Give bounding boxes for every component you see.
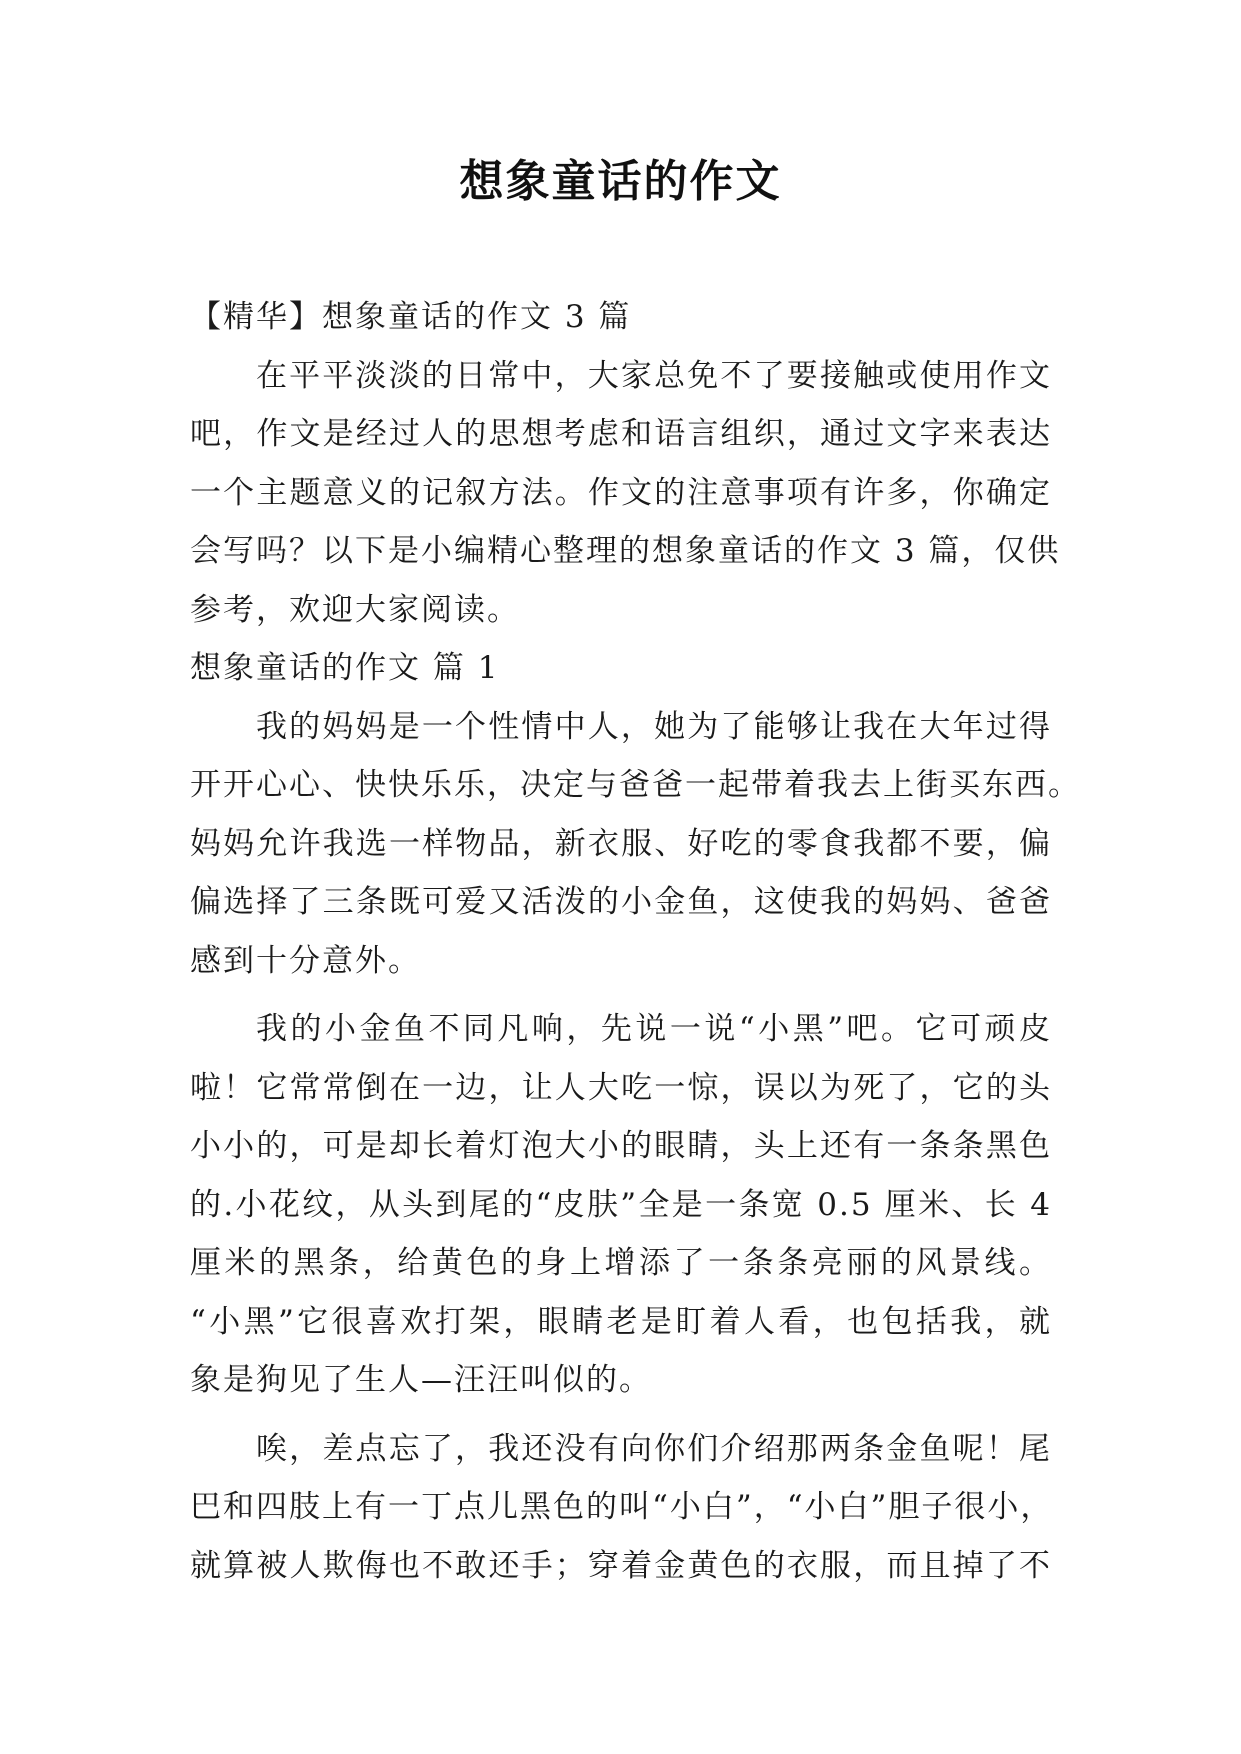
- paragraph-line: “小黑”它很喜欢打架，眼睛老是盯着人看，也包括我，就: [190, 1303, 1052, 1340]
- paragraph-line: 巴和四肢上有一丁点儿黑色的叫“小白”，“小白”胆子很小，: [190, 1489, 1054, 1525]
- paragraph-line: 我的小金鱼不同凡响，先说一说“小黑”吧。它可顽皮: [256, 1011, 1052, 1047]
- paragraph-line: 会写吗？以下是小编精心整理的想象童话的作文 3 篇，仅供: [190, 533, 1061, 569]
- paragraph-line: 我的妈妈是一个性情中人，她为了能够让我在大年过得: [256, 708, 1052, 745]
- paragraph-line: 啦！它常常倒在一边，让人大吃一惊，误以为死了，它的头: [190, 1069, 1052, 1106]
- document-body: [190, 288, 1081, 1595]
- paragraph-line: 唉，差点忘了，我还没有向你们介绍那两条金鱼呢！尾: [256, 1430, 1052, 1467]
- paragraph-1: [190, 698, 1081, 991]
- paragraph-line: 在平平淡淡的日常中，大家总免不了要接触或使用作文: [256, 357, 1052, 394]
- paragraph-line: 参考，欢迎大家阅读。: [190, 591, 520, 628]
- paragraph-line: 开开心心、快快乐乐，决定与爸爸一起带着我去上街买东西。: [190, 767, 1081, 803]
- paragraph-line: 小小的，可是却长着灯泡大小的眼睛，头上还有一条条黑色: [190, 1128, 1052, 1164]
- paragraph-line: 一个主题意义的记叙方法。作文的注意事项有许多，你确定: [190, 474, 1052, 511]
- paragraph-line: 吧，作文是经过人的思想考虑和语言组织，通过文字来表达: [190, 416, 1052, 452]
- section-heading: 想象童话的作文 篇 1: [190, 650, 500, 686]
- document-subtitle: 【精华】想象童话的作文 3 篇: [190, 299, 632, 335]
- paragraph-line: 妈妈允许我选一样物品，新衣服、好吃的零食我都不要，偏: [190, 825, 1052, 862]
- paragraph-line: 厘米的黑条，给黄色的身上增添了一条条亮丽的风景线。: [190, 1245, 1052, 1281]
- paragraph-line: 象是狗见了生人—汪汪叫似的。: [190, 1362, 652, 1398]
- paragraph-2: [190, 1000, 1052, 1410]
- paragraph-line: 偏选择了三条既可爱又活泼的小金鱼，这使我的妈妈、爸爸: [190, 884, 1052, 920]
- paragraph-line: 的.小花纹，从头到尾的“皮肤”全是一条宽 0.5 厘米、长 4: [190, 1186, 1052, 1223]
- paragraph-line: 就算被人欺侮也不敢还手；穿着金黄色的衣服，而且掉了不: [190, 1547, 1052, 1584]
- paragraph-line: 感到十分意外。: [190, 942, 421, 979]
- document-title: 想象童话的作文: [459, 156, 782, 207]
- intro-paragraph: [190, 347, 1061, 640]
- paragraph-3: [190, 1420, 1052, 1596]
